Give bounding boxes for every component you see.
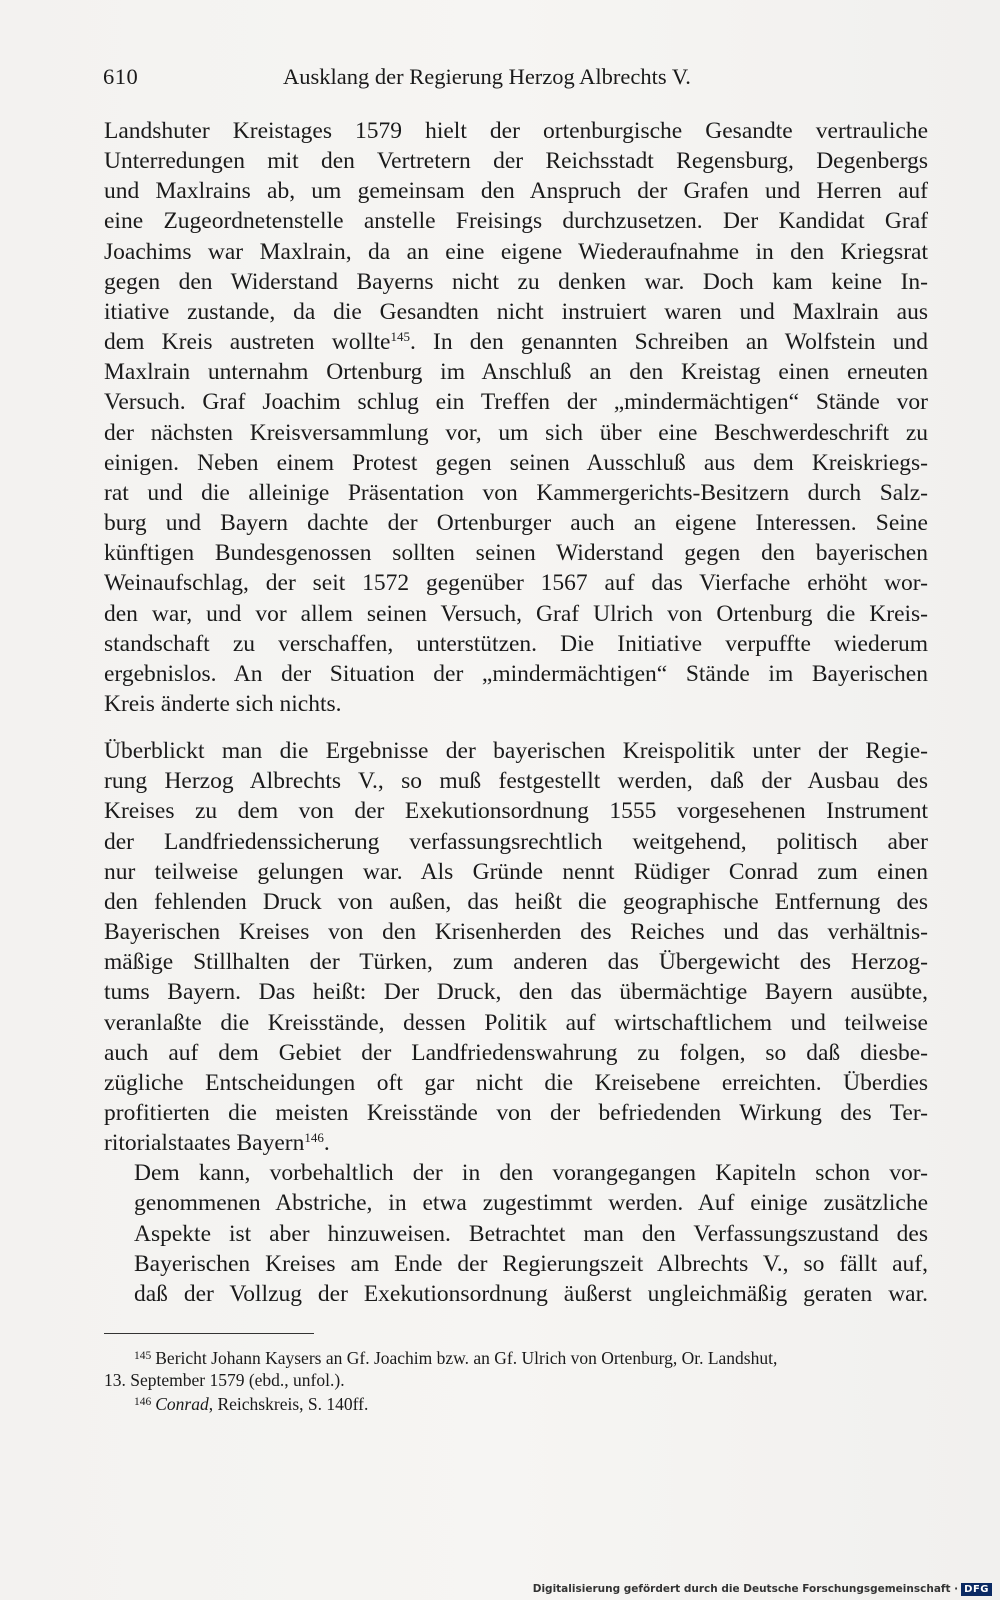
text-line: den war, und vor allem seinen Versuch, Graf Ulrich von Ortenburg die Kreis- [104,600,928,627]
footnote-text: , Reichskreis, S. 140ff. [208,1394,369,1414]
footnote-divider [104,1333,314,1334]
running-head [103,62,903,92]
text-line: Kreis änderte sich nichts. [104,690,342,717]
text-line: genommenen Abstriche, in etwa zugestimmt werden. Auf einige zusätzliche [134,1190,928,1217]
running-title: Ausklang der Regierung Herzog Albrechts V. [283,64,691,89]
footnote-146 [104,1391,928,1415]
text-line: Dem kann, vorbehaltlich der in den vorangegangen Kapiteln schon vor- [134,1160,928,1187]
text-line: Landshuter Kreistages 1579 hielt der ortenburgische Gesandte vertrauliche [104,118,928,144]
text-line: Joachims war Maxlrain, da an eine eigene Wiederaufnahme in den Kriegsrat [104,238,928,265]
dfg-logo: DFG [961,1583,992,1596]
page-number: 610 [103,64,139,89]
text-line: der Landfriedenssicherung verfassungsrechtlich weitgehend, politisch aber [104,828,928,855]
footnote-number: 146 [134,1396,152,1408]
footnote-145 [104,1345,928,1391]
text-line: gegen den Widerstand Bayerns nicht zu denken war. Doch kam keine In- [104,268,928,295]
text-line: einigen. Neben einem Protest gegen seinen Ausschluß aus dem Kreiskriegs- [104,449,928,476]
text-line: itiative zustande, da die Gesandten nicht instruiert waren und Maxlrain aus [104,298,928,325]
text-line: standschaft zu verschaffen, unterstützen. Die Initiative verpuffte wiederum [104,630,928,657]
paragraph-1 [104,116,928,719]
text-segment: . [323,1130,330,1157]
text-line: ergebnislos. An der Situation der „mindermächtigen“ Stände im Bayerischen [104,660,928,687]
digitization-credit [533,1583,992,1596]
paragraph-2 [104,736,928,1158]
text-line: Bayerischen Kreises am Ende der Regierungszeit Albrechts V., so fällt auf, [134,1250,928,1277]
body-text [104,116,928,1309]
text-line: auch auf dem Gebiet der Landfriedenswahrung zu folgen, so daß diesbe- [104,1039,928,1066]
text-segment: ritorialstaates Bayern [104,1130,305,1157]
text-line: daß der Vollzug der Exekutionsordnung äußerst ungleichmäßig geraten war. [134,1280,928,1307]
text-line: Aspekte ist aber hinzuweisen. Betrachtet man den Verfassungszustand des [134,1220,928,1247]
text-line: burg und Bayern dachte der Ortenburger auch an eigene Interessen. Seine [104,510,928,537]
text-line: der nächsten Kreisversammlung vor, um sich über eine Beschwerdeschrift zu [104,419,928,446]
footnote-text: Bericht Johann Kaysers an Gf. Joachim bzw. an Gf. Ulrich von Ortenburg, Or. Landshut, [155,1348,778,1368]
footnote-number: 145 [134,1350,152,1362]
text-line: Kreises zu dem von der Exekutionsordnung 1555 vorgesehenen Instrument [104,798,928,825]
footnotes [104,1345,928,1415]
text-line: rat und die alleinige Präsentation von Kammergerichts-Besitzern durch Salz- [104,479,928,506]
text-line: eine Zugeordnetenstelle anstelle Freisings durchzusetzen. Der Kandidat Graf [104,208,928,235]
text-line: rung Herzog Albrechts V., so muß festgestellt werden, daß der Ausbau des [104,768,928,795]
text-line: zügliche Entscheidungen oft gar nicht die Kreisebene erreichten. Überdies [104,1069,928,1096]
text-line: veranlaßte die Kreisstände, dessen Politik auf wirtschaftlichem und teilweise [104,1009,928,1036]
text-line: tums Bayern. Das heißt: Der Druck, den das übermächtige Bayern ausübte, [104,979,928,1006]
text-line: Überblickt man die Ergebnisse der bayerischen Kreispolitik unter der Regie- [104,738,928,765]
credit-text: Digitalisierung gefördert durch die Deutsche Forschungsgemeinschaft · [532,1583,959,1595]
text-line: Bayerischen Kreises von den Krisenherden des Reiches und das verhältnis- [104,919,928,946]
paragraph-3 [104,1158,928,1309]
text-segment: dem Kreis austreten wollte [104,329,391,356]
text-line: nur teilweise gelungen war. Als Gründe nennt Rüdiger Conrad zum einen [104,858,928,885]
text-line: Unterredungen mit den Vertretern der Reichsstadt Regensburg, Degenbergs [104,148,928,175]
text-line [104,327,928,357]
text-line: Versuch. Graf Joachim schlug ein Treffen der „mindermächtigen“ Stände vor [104,389,928,416]
text-line: profitierten die meisten Kreisstände von der befriedenden Wirkung des Ter- [104,1100,928,1126]
footnote-author: Conrad [155,1394,209,1414]
text-line: mäßige Stillhalten der Türken, zum anderen das Übergewicht des Herzog- [104,949,928,976]
text-line: Weinaufschlag, der seit 1572 gegenüber 1567 auf das Vierfache erhöht wor- [104,570,928,597]
text-segment: . In den genannten Schreiben an Wolfstein und [409,329,928,356]
text-line: künftigen Bundesgenossen sollten seinen Widerstand gegen den bayerischen [104,540,928,567]
footnote-ref-145[interactable]: 145 [390,329,410,345]
text-line [104,1128,928,1158]
text-line: und Maxlrains ab, um gemeinsam den Anspruch der Grafen und Herren auf [104,178,928,205]
text-line: Maxlrain unternahm Ortenburg im Anschluß an den Kreistag einen erneuten [104,359,928,386]
text-line: den fehlenden Druck von außen, das heißt die geographische Entfernung des [104,888,928,915]
footnote-text: 13. September 1579 (ebd., unfol.). [104,1370,345,1390]
footnote-ref-146[interactable]: 146 [304,1130,324,1146]
